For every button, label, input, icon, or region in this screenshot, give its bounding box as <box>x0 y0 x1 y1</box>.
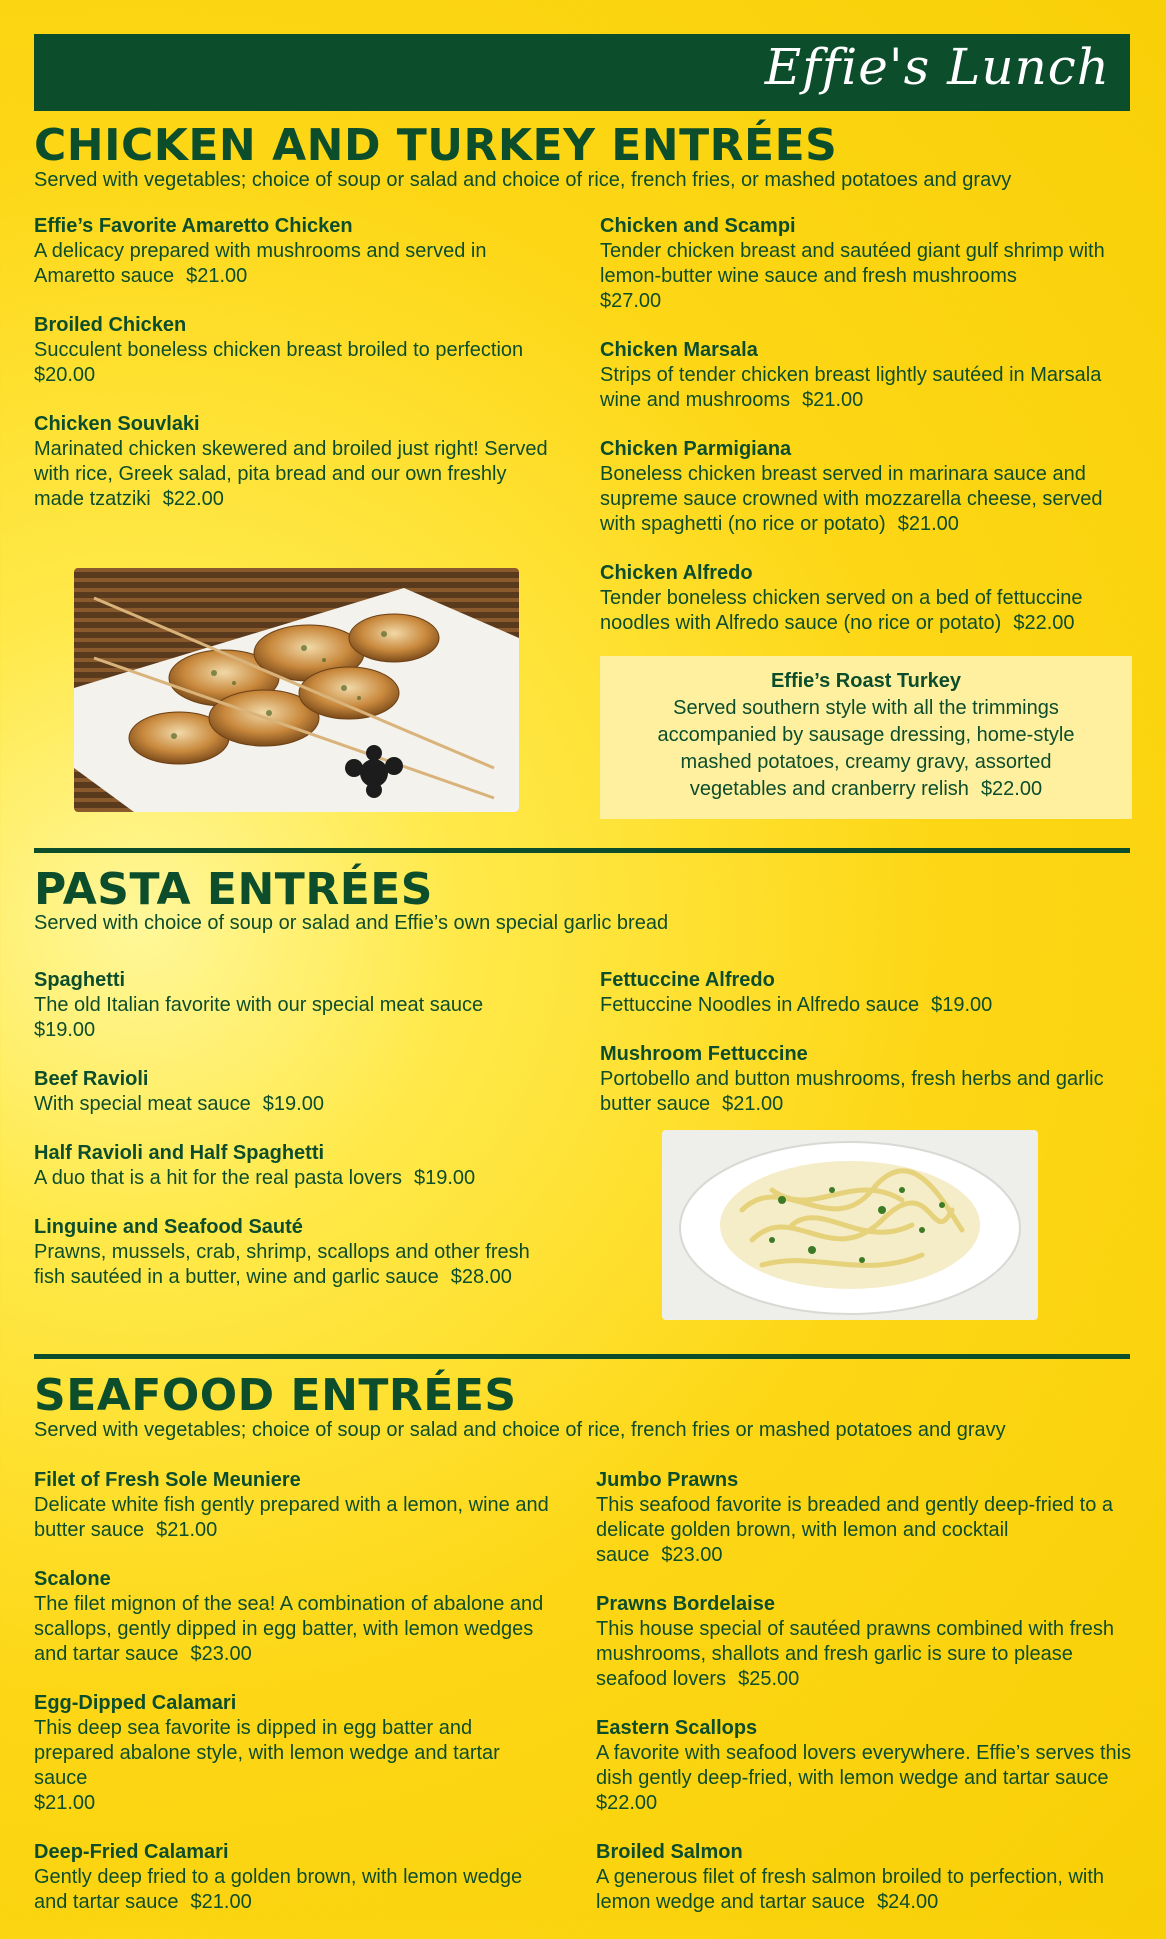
menu-item <box>600 437 1132 537</box>
item-name: Chicken Parmigiana <box>600 438 792 460</box>
item-price: $22.00 <box>1013 612 1075 634</box>
menu-item <box>34 1215 564 1290</box>
item-name: Effie’s Favorite Amaretto Chicken <box>34 215 353 237</box>
item-price: $19.00 <box>34 1019 96 1041</box>
item-description: A duo that is a hit for the real pasta lovers $19.00 <box>34 1167 476 1189</box>
item-name: Chicken and Scampi <box>600 215 796 237</box>
item-name: Fettuccine Alfredo <box>600 969 775 991</box>
menu-item <box>34 214 554 289</box>
item-price: $21.00 <box>897 513 959 535</box>
item-price: $23.00 <box>661 1544 723 1566</box>
item-name: Chicken Souvlaki <box>34 413 200 435</box>
item-price: $25.00 <box>738 1668 800 1690</box>
menu-item <box>34 412 554 512</box>
item-description: Portobello and button mushrooms, fresh herbs and garlic butter sauce $21.00 <box>600 1068 1104 1115</box>
chicken-section-subtitle: Served with vegetables; choice of soup or salad and choice of rice, french fries, or mashed potatoes and gravy <box>34 169 1012 191</box>
item-name: Filet of Fresh Sole Meuniere <box>34 1469 301 1491</box>
item-description: Fettuccine Noodles in Alfredo sauce $19.00 <box>600 994 993 1016</box>
item-description: A favorite with seafood lovers everywhere. Effie’s serves this dish gently deep-fried, with lemon wedge and tartar sauce $22.00 <box>596 1742 1132 1814</box>
menu-item <box>600 561 1132 636</box>
item-price: $24.00 <box>877 1891 939 1913</box>
restaurant-name: Effie's Lunch <box>764 38 1110 96</box>
menu-item <box>596 1840 1136 1915</box>
seafood-left-column <box>34 1468 554 1939</box>
item-description: Boneless chicken breast served in marinara sauce and supreme sauce crowned with mozzarella cheese, served with spaghetti (no rice or potato) $21.00 <box>600 463 1103 535</box>
chicken-section-title: CHICKEN AND TURKEY ENTRÉES <box>34 120 838 171</box>
feature-item-description: Served southern style with all the trimmings accompanied by sausage dressing, home-style mashed potatoes, creamy gravy, assorted vegetables and cranberry relish $22.00 <box>657 697 1075 800</box>
item-price: $27.00 <box>600 290 662 312</box>
item-price: $21.00 <box>156 1519 218 1541</box>
item-description: The old Italian favorite with our special meat sauce $19.00 <box>34 994 484 1041</box>
menu-item <box>34 1468 554 1543</box>
pasta-section-subtitle: Served with choice of soup or salad and Effie’s own special garlic bread <box>34 912 669 934</box>
item-price: $22.00 <box>162 488 224 510</box>
roast-turkey-feature-box <box>600 656 1132 819</box>
menu-item <box>34 1567 554 1667</box>
chicken-right-column <box>600 214 1132 660</box>
seafood-right-column <box>596 1468 1136 1939</box>
menu-item <box>34 1840 554 1915</box>
item-name: Spaghetti <box>34 969 126 991</box>
fettuccine-alfredo-photo <box>662 1130 1038 1320</box>
seafood-section-subtitle: Served with vegetables; choice of soup or salad and choice of rice, french fries or mashed potatoes and gravy <box>34 1419 1006 1441</box>
menu-item <box>600 214 1132 314</box>
item-price: $21.00 <box>802 389 864 411</box>
pasta-left-column <box>34 968 564 1314</box>
item-description: Succulent boneless chicken breast broiled to perfection $20.00 <box>34 339 524 386</box>
menu-item <box>600 968 1120 1018</box>
item-name: Egg-Dipped Calamari <box>34 1692 237 1714</box>
item-price: $19.00 <box>414 1167 476 1189</box>
section-divider <box>34 1354 1130 1359</box>
menu-item <box>34 1141 564 1191</box>
pasta-section-title: PASTA ENTRÉES <box>34 864 433 915</box>
menu-item <box>600 338 1132 413</box>
item-price: $21.00 <box>34 1792 96 1814</box>
item-price: $23.00 <box>190 1643 252 1665</box>
item-name: Deep-Fried Calamari <box>34 1841 229 1863</box>
section-divider <box>34 848 1130 853</box>
item-name: Half Ravioli and Half Spaghetti <box>34 1142 325 1164</box>
item-description: With special meat sauce $19.00 <box>34 1093 324 1115</box>
item-price: $21.00 <box>186 265 248 287</box>
item-description: Tender chicken breast and sautéed giant gulf shrimp with lemon-butter wine sauce and fresh mushrooms $27.00 <box>600 240 1105 312</box>
item-description: Marinated chicken skewered and broiled just right! Served with rice, Greek salad, pita bread and our own freshly made tzatziki $22.00 <box>34 438 548 510</box>
item-name: Beef Ravioli <box>34 1068 149 1090</box>
chicken-souvlaki-photo <box>74 568 519 812</box>
item-price: $22.00 <box>596 1792 658 1814</box>
item-name: Chicken Marsala <box>600 339 758 361</box>
item-description: A delicacy prepared with mushrooms and served in Amaretto sauce $21.00 <box>34 240 487 287</box>
item-description: The filet mignon of the sea! A combination of abalone and scallops, gently dipped in egg batter, with lemon wedges and tartar sauce $23.00 <box>34 1593 544 1665</box>
menu-item <box>600 1042 1120 1117</box>
item-description: This house special of sautéed prawns combined with fresh mushrooms, shallots and fresh garlic is sure to please seafood lovers $25.00 <box>596 1618 1115 1690</box>
menu-item <box>596 1592 1136 1692</box>
menu-item <box>34 968 564 1043</box>
header-banner <box>34 34 1130 111</box>
item-name: Mushroom Fettuccine <box>600 1043 808 1065</box>
feature-item-price: $22.00 <box>980 778 1043 800</box>
item-description: Delicate white fish gently prepared with a lemon, wine and butter sauce $21.00 <box>34 1494 549 1541</box>
item-description: Strips of tender chicken breast lightly sautéed in Marsala wine and mushrooms $21.00 <box>600 364 1102 411</box>
item-price: $21.00 <box>722 1093 784 1115</box>
menu-item <box>596 1468 1136 1568</box>
menu-item <box>34 1691 554 1816</box>
item-description: This seafood favorite is breaded and gently deep-fried to a delicate golden brown, with lemon and cocktail sauce $23.00 <box>596 1494 1113 1566</box>
item-description: Tender boneless chicken served on a bed of fettuccine noodles with Alfredo sauce (no rice or potato) $22.00 <box>600 587 1083 634</box>
item-description: Prawns, mussels, crab, shrimp, scallops and other fresh fish sautéed in a butter, wine and garlic sauce $28.00 <box>34 1241 530 1288</box>
menu-item <box>34 313 554 388</box>
item-name: Linguine and Seafood Sauté <box>34 1216 303 1238</box>
item-price: $28.00 <box>450 1266 512 1288</box>
seafood-section-title: SEAFOOD ENTRÉES <box>34 1370 517 1421</box>
item-price: $21.00 <box>190 1891 252 1913</box>
pasta-right-column <box>600 968 1120 1141</box>
item-price: $19.00 <box>262 1093 324 1115</box>
item-name: Chicken Alfredo <box>600 562 753 584</box>
feature-item-name: Effie’s Roast Turkey <box>770 670 962 692</box>
item-name: Broiled Salmon <box>596 1841 743 1863</box>
item-name: Prawns Bordelaise <box>596 1593 775 1615</box>
item-name: Eastern Scallops <box>596 1717 758 1739</box>
menu-item <box>34 1067 564 1117</box>
item-name: Broiled Chicken <box>34 314 187 336</box>
item-description: This deep sea favorite is dipped in egg batter and prepared abalone style, with lemon wedge and tartar sauce $21.00 <box>34 1717 500 1814</box>
chicken-left-column <box>34 214 554 536</box>
item-price: $20.00 <box>34 364 96 386</box>
item-name: Jumbo Prawns <box>596 1469 739 1491</box>
item-name: Scalone <box>34 1568 111 1590</box>
item-description: A generous filet of fresh salmon broiled to perfection, with lemon wedge and tartar sauce $24.00 <box>596 1866 1105 1913</box>
menu-item <box>596 1716 1136 1816</box>
item-description: Gently deep fried to a golden brown, with lemon wedge and tartar sauce $21.00 <box>34 1866 523 1913</box>
item-price: $19.00 <box>931 994 993 1016</box>
